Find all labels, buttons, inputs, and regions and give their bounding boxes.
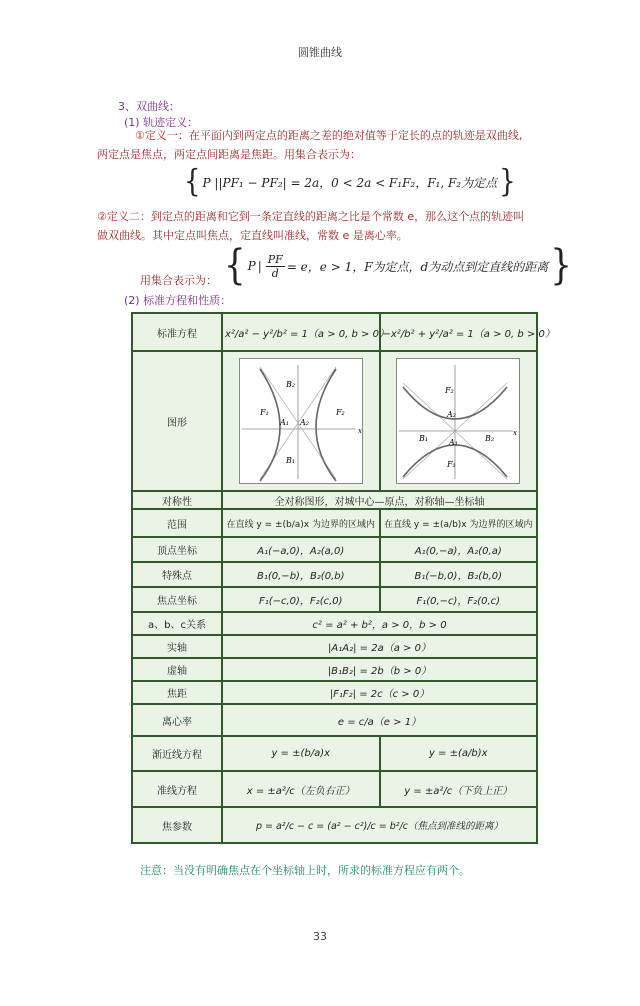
row-label: 焦距 bbox=[132, 681, 222, 704]
point-label: A₂ bbox=[299, 418, 309, 427]
point-label: F₂ bbox=[335, 408, 345, 417]
table-row bbox=[132, 658, 537, 681]
row-label: 焦参数 bbox=[132, 807, 222, 843]
set-element-p: P bbox=[247, 259, 256, 273]
row-label: 对称性 bbox=[132, 491, 222, 509]
section-heading: 3、双曲线： bbox=[118, 100, 180, 113]
row-label: 焦点坐标 bbox=[132, 587, 222, 612]
definition-1-set-expression: P ||PF₁ − PF₂| = 2a，0 < 2a < F₁F₂，F₁, F₂为定点 bbox=[202, 175, 498, 190]
table-row bbox=[132, 681, 537, 704]
row-value: c² = a² + b²，a > 0，b > 0 bbox=[222, 612, 537, 635]
row-label: 图形 bbox=[132, 351, 222, 491]
table-row bbox=[132, 562, 537, 587]
page-number: 33 bbox=[313, 930, 327, 943]
row-label: 离心率 bbox=[132, 704, 222, 736]
table-row bbox=[132, 635, 537, 658]
row-label: 渐近线方程 bbox=[132, 736, 222, 771]
table-row bbox=[132, 587, 537, 612]
x-axis-label: x bbox=[513, 429, 518, 437]
ratio-denominator: d bbox=[271, 266, 279, 280]
row-label: 虚轴 bbox=[132, 658, 222, 681]
equation-left: x²/a² − y²/b² = 1（a > 0, b > 0） bbox=[222, 313, 380, 351]
point-label: F₂ bbox=[445, 386, 455, 395]
table-row bbox=[132, 537, 537, 562]
set-bar: | bbox=[257, 259, 262, 273]
definition-2-paragraph bbox=[97, 207, 547, 245]
row-value: |F₁F₂| = 2c（c > 0） bbox=[222, 681, 537, 704]
row-value-left: 在直线 y = ±(b/a)x 为边界的区域内 bbox=[222, 509, 380, 537]
row-value-right: 在直线 y = ±(a/b)x 为边界的区域内 bbox=[380, 509, 538, 537]
point-label: B₁ bbox=[285, 456, 295, 465]
table-row bbox=[132, 807, 537, 843]
row-label: a、b、c关系 bbox=[132, 612, 222, 635]
table-row bbox=[132, 351, 537, 491]
row-value-left: A₁(−a,0)，A₂(a,0) bbox=[222, 537, 380, 562]
definition-1-set-formula bbox=[182, 164, 518, 200]
definition-2-label: ②定义二： bbox=[97, 210, 151, 223]
definition-2-set-label: 用集合表示为： bbox=[140, 274, 217, 287]
definition-1-text-a: 在平面内到两定点的距离之差的绝对值等于定长的点的轨迹是双曲线, bbox=[188, 129, 523, 142]
x-axis-label: x bbox=[357, 427, 362, 435]
row-value-left: y = ±(b/a)x bbox=[222, 736, 380, 771]
table-row bbox=[132, 704, 537, 736]
hyperbola-graph-vertical bbox=[396, 358, 520, 484]
row-value-right: F₁(0,−c)，F₂(0,c) bbox=[380, 587, 538, 612]
definition-2-set-expression: = e，e > 1，F为定点，d为动点到定直线的距离 bbox=[286, 259, 549, 274]
row-value-right: A₁(0,−a)，A₂(0,a) bbox=[380, 537, 538, 562]
row-value: p = a²/c − c = (a² − c²)/c = b²/c（焦点到准线的距离） bbox=[222, 807, 537, 843]
subsection-2-heading: (2) 标准方程和性质： bbox=[124, 294, 232, 307]
subsection-1-heading: (1) 轨迹定义： bbox=[124, 116, 199, 129]
point-label: F₁ bbox=[259, 408, 269, 417]
point-label: B₂ bbox=[485, 434, 495, 443]
hyperbola-graph-horizontal bbox=[239, 358, 363, 484]
row-value-right: y = ±a²/c（下负上正） bbox=[380, 771, 538, 807]
point-label: B₂ bbox=[285, 380, 295, 389]
definition-2-text-a: 到定点的距离和它到一条定直线的距离之比是个常数 e，那么这个点的轨迹叫 bbox=[150, 210, 525, 223]
point-label: F₁ bbox=[447, 460, 457, 469]
equation-right: −x²/b² + y²/a² = 1（a > 0, b > 0） bbox=[380, 313, 538, 351]
ratio-fraction bbox=[266, 253, 285, 280]
point-label: A₁ bbox=[279, 418, 289, 427]
row-label: 准线方程 bbox=[132, 771, 222, 807]
row-value: e = c/a（e > 1） bbox=[222, 704, 537, 736]
ratio-numerator: PF bbox=[267, 252, 283, 266]
table-row bbox=[132, 491, 537, 509]
table-row bbox=[132, 771, 537, 807]
row-value-left: B₁(0,−b)，B₂(0,b) bbox=[222, 562, 380, 587]
table-row bbox=[132, 313, 537, 351]
row-value-right: B₁(−b,0)，B₂(b,0) bbox=[380, 562, 538, 587]
table-row bbox=[132, 509, 537, 537]
row-value-left: F₁(−c,0)，F₂(c,0) bbox=[222, 587, 380, 612]
row-value: 全对称图形，对城中心—原点，对称轴—坐标轴 bbox=[222, 491, 537, 509]
point-label: A₁ bbox=[449, 438, 459, 447]
definition-1-label: ①定义一： bbox=[135, 129, 189, 142]
row-value-left: x = ±a²/c（左负右正） bbox=[222, 771, 380, 807]
left-brace: { bbox=[184, 164, 201, 200]
row-label: 实轴 bbox=[132, 635, 222, 658]
row-label: 标准方程 bbox=[132, 313, 222, 351]
right-brace: } bbox=[499, 164, 516, 200]
row-label: 顶点坐标 bbox=[132, 537, 222, 562]
row-label: 范围 bbox=[132, 509, 222, 537]
point-label: B₁ bbox=[419, 434, 429, 443]
definition-1-paragraph bbox=[97, 126, 547, 164]
left-brace: { bbox=[224, 242, 246, 290]
row-value-right: y = ±(a/b)x bbox=[380, 736, 538, 771]
table-row bbox=[132, 612, 537, 635]
table-row bbox=[132, 736, 537, 771]
right-brace: } bbox=[550, 242, 572, 290]
row-value: |A₁A₂| = 2a（a > 0） bbox=[222, 635, 537, 658]
graph-cell-right bbox=[380, 351, 538, 491]
row-label: 特殊点 bbox=[132, 562, 222, 587]
graph-cell-left bbox=[222, 351, 380, 491]
row-value: |B₁B₂| = 2b（b > 0） bbox=[222, 658, 537, 681]
footnote: 注意：当没有明确焦点在个坐标轴上时，所求的标准方程应有两个。 bbox=[140, 864, 470, 877]
page-header-title: 圆锥曲线 bbox=[298, 46, 342, 59]
hyperbola-properties-table bbox=[131, 312, 555, 844]
point-label: A₂ bbox=[447, 410, 457, 419]
definition-2-text-b: 做双曲线。其中定点叫焦点，定直线叫准线，常数 e 是离心率。 bbox=[97, 229, 408, 242]
definition-1-text-b: 两定点是焦点，两定点间距离是焦距。用集合表示为： bbox=[97, 148, 361, 161]
definition-2-set-formula bbox=[222, 242, 574, 290]
